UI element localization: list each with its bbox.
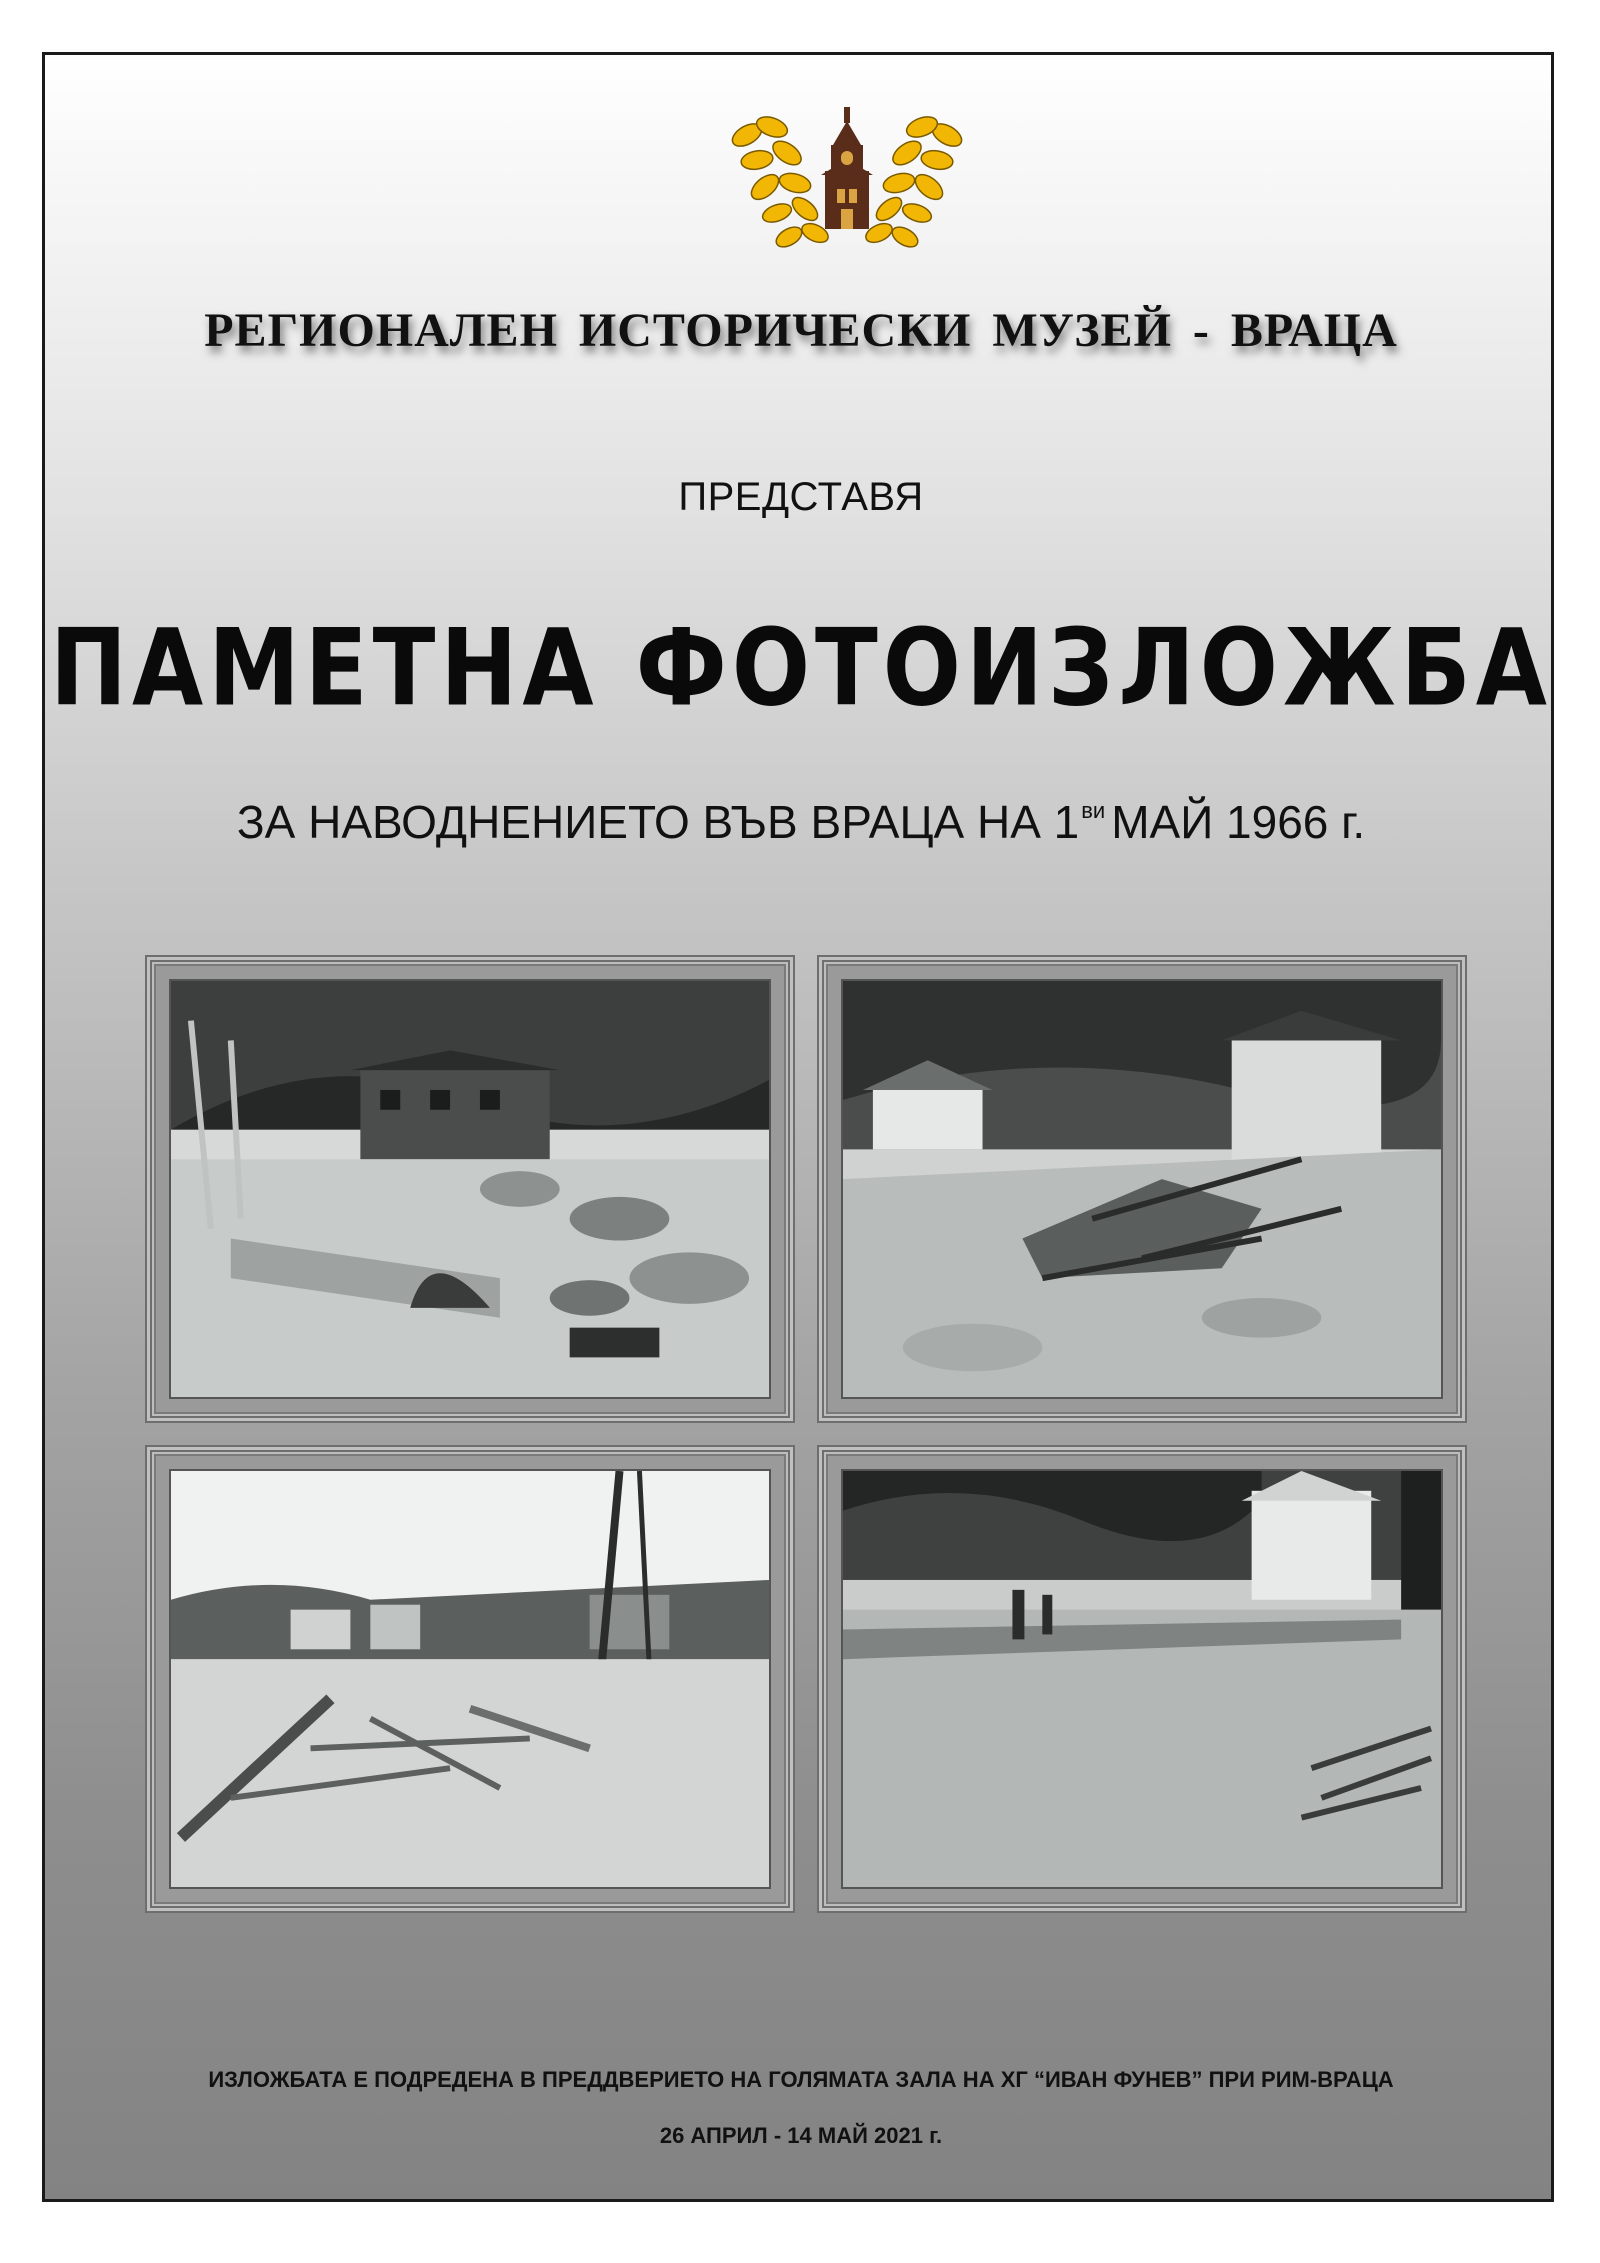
- flood-photo-icon: [169, 1469, 771, 1889]
- photo-frame-2: [817, 955, 1467, 1423]
- poster: [42, 52, 1554, 2202]
- exhibition-subtitle: [45, 795, 1557, 849]
- exhibition-location: ИЗЛОЖБАТА Е ПОДРЕДЕНА В ПРЕДДВЕРИЕТО НА ГОЛЯМАТА ЗАЛА НА ХГ “ИВАН ФУНЕВ” ПРИ РИМ-ВРАЦА: [208, 2067, 1394, 2092]
- flood-photo-icon: [841, 1469, 1443, 1889]
- exhibition-dates: 26 АПРИЛ - 14 МАЙ 2021 г.: [659, 2123, 943, 2148]
- presents-label: ПРЕДСТАВЯ: [678, 475, 924, 519]
- exhibition-title: ПАМЕТНА ФОТОИЗЛОЖБА: [50, 606, 1552, 731]
- photo-frame-1: [145, 955, 795, 1423]
- subtitle-text-after: МАЙ 1966 г.: [1111, 796, 1366, 848]
- photo-frame-4: [817, 1445, 1467, 1913]
- museum-logo-icon: [717, 105, 977, 255]
- flood-photo-icon: [169, 979, 771, 1399]
- photo-frame-3: [145, 1445, 795, 1913]
- subtitle-text-before: ЗА НАВОДНЕНИЕТО ВЪВ ВРАЦА НА 1: [236, 796, 1080, 848]
- flood-photo-icon: [841, 979, 1443, 1399]
- museum-name: РЕГИОНАЛЕН ИСТОРИЧЕСКИ МУЗЕЙ - ВРАЦА: [204, 304, 1398, 357]
- subtitle-superscript: ви: [1081, 798, 1106, 823]
